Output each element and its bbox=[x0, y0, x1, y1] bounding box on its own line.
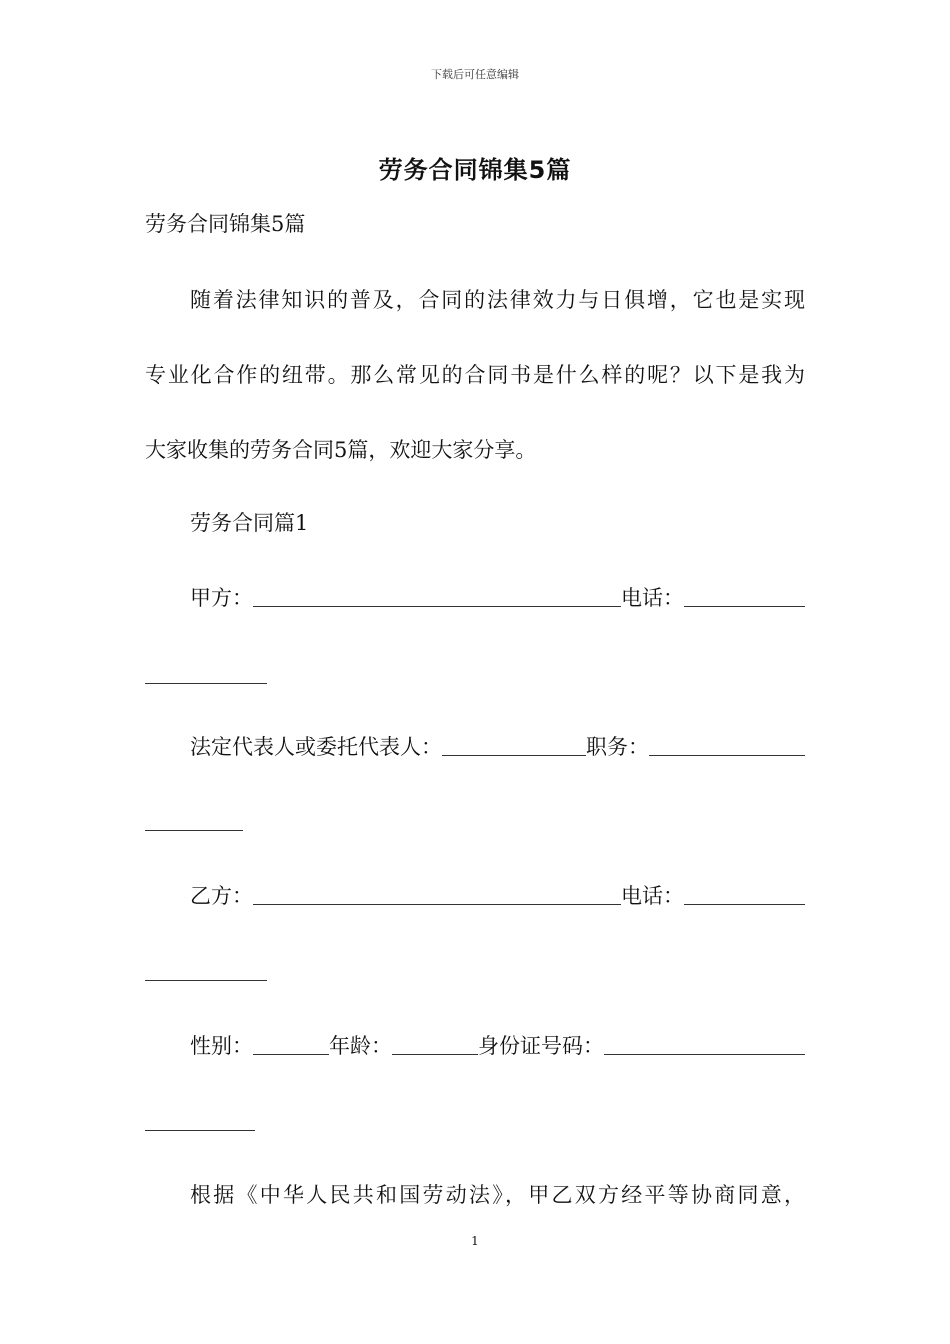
party-a-phone-label: 电话： bbox=[621, 586, 684, 610]
party-b-label: 乙方： bbox=[190, 884, 253, 908]
representative-blank[interactable] bbox=[442, 753, 586, 756]
party-b-phone-label: 电话： bbox=[621, 884, 684, 908]
personal-info-row bbox=[190, 1036, 805, 1057]
id-number-label: 身份证号码： bbox=[478, 1034, 604, 1058]
intro-line-1: 随着法律知识的普及，合同的法律效力与日俱增，它也是实现 bbox=[190, 288, 805, 312]
party-a-label: 甲方： bbox=[190, 586, 253, 610]
party-a-blank[interactable] bbox=[253, 604, 621, 607]
party-a-row bbox=[190, 588, 805, 609]
age-blank[interactable] bbox=[392, 1052, 478, 1055]
document-title: 劳务合同锦集5篇 bbox=[378, 156, 572, 184]
party-b-phone-blank[interactable] bbox=[684, 902, 805, 905]
representative-label: 法定代表人或委托代表人： bbox=[190, 735, 442, 759]
id-number-blank-continued[interactable] bbox=[145, 1130, 255, 1131]
section-heading: 劳务合同篇1 bbox=[190, 511, 309, 535]
gender-blank[interactable] bbox=[253, 1052, 329, 1055]
position-blank-continued[interactable] bbox=[145, 830, 243, 831]
page-header-note: 下载后可任意编辑 bbox=[431, 68, 519, 81]
document-subtitle: 劳务合同锦集5篇 bbox=[145, 212, 306, 236]
party-a-phone-blank[interactable] bbox=[684, 604, 805, 607]
closing-line: 根据《中华人民共和国劳动法》，甲乙双方经平等协商同意， bbox=[190, 1183, 805, 1207]
party-b-row bbox=[190, 886, 805, 907]
id-number-blank[interactable] bbox=[604, 1052, 805, 1055]
intro-line-3: 大家收集的劳务合同5篇，欢迎大家分享。 bbox=[145, 438, 537, 462]
page-number: 1 bbox=[471, 1234, 479, 1248]
party-a-phone-blank-continued[interactable] bbox=[145, 683, 267, 684]
position-label: 职务： bbox=[586, 735, 649, 759]
position-blank[interactable] bbox=[649, 753, 805, 756]
representative-row bbox=[190, 737, 805, 758]
age-label: 年龄： bbox=[329, 1034, 392, 1058]
intro-line-2: 专业化合作的纽带。那么常见的合同书是什么样的呢？以下是我为 bbox=[145, 363, 805, 387]
party-b-blank[interactable] bbox=[253, 902, 621, 905]
party-b-phone-blank-continued[interactable] bbox=[145, 980, 267, 981]
gender-label: 性别： bbox=[190, 1034, 253, 1058]
